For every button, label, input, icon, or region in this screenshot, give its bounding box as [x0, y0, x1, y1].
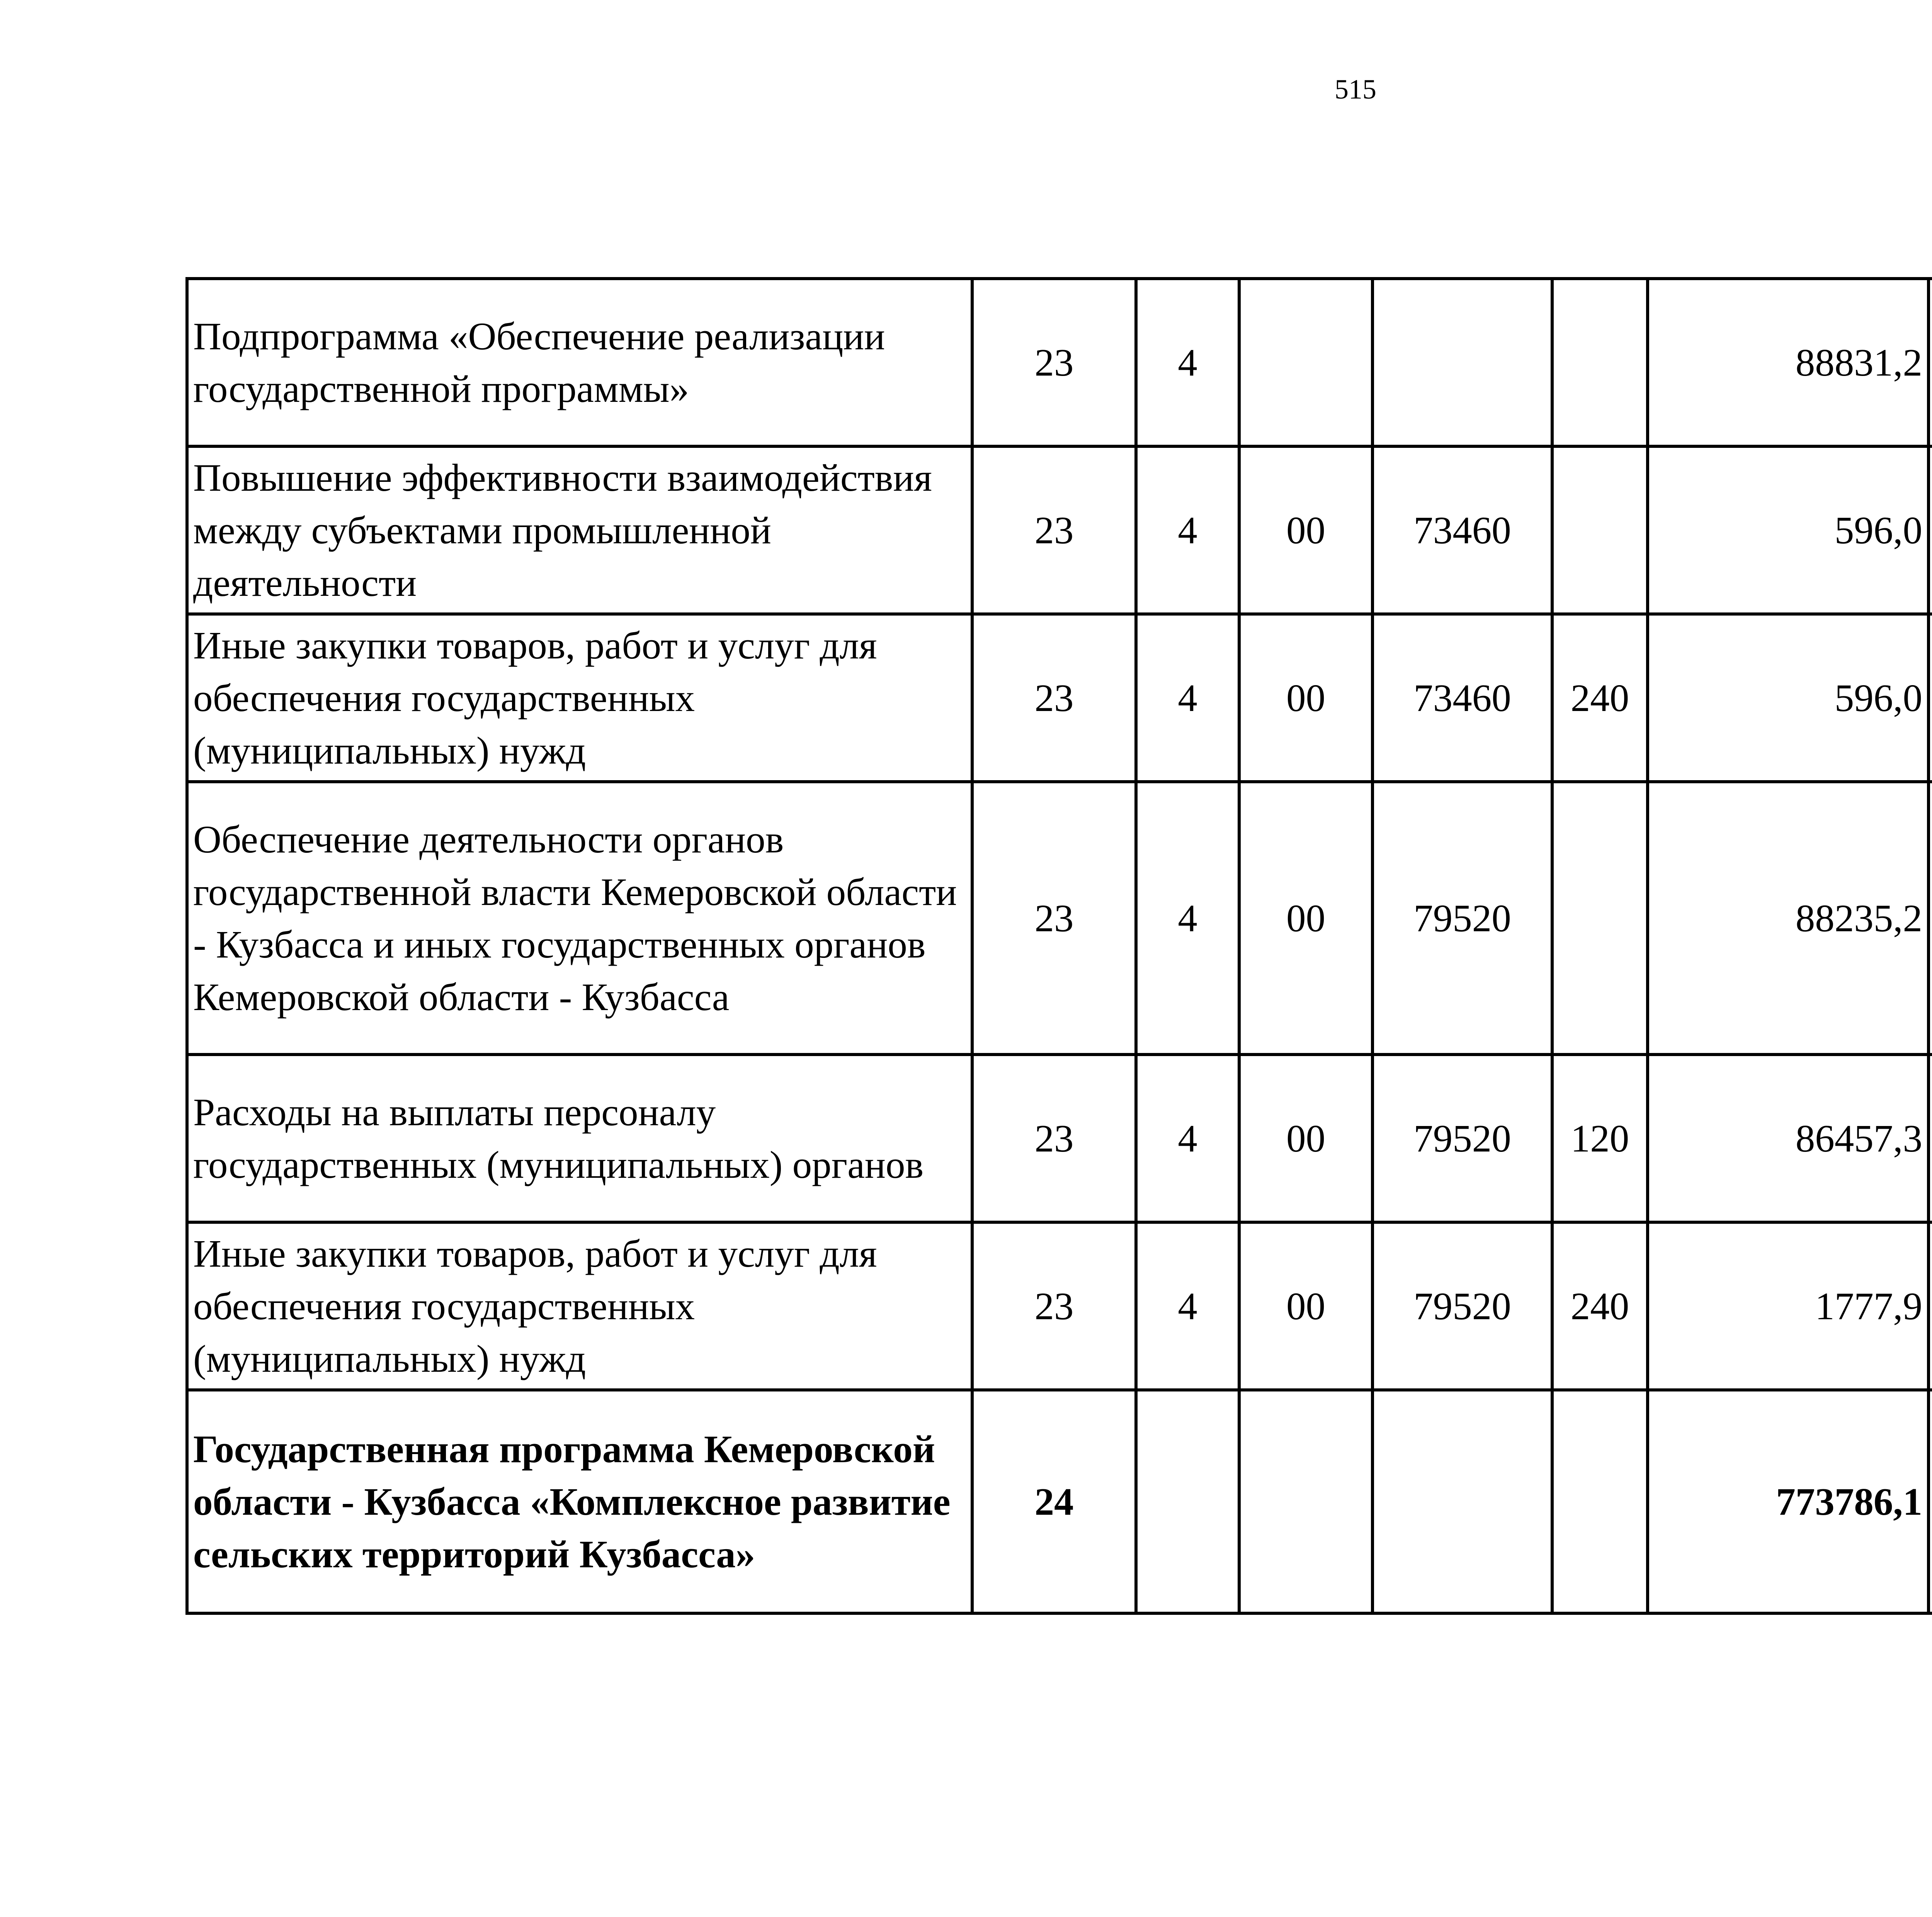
program-code-cell: 23: [972, 614, 1136, 782]
amount-year1-cell: 596,0: [1648, 614, 1929, 782]
amount-year1-cell: 88235,2: [1648, 782, 1929, 1055]
table-row: [187, 1390, 1932, 1613]
amount-year2-cell: [1929, 279, 1932, 446]
expense-code-cell: 73460: [1372, 614, 1552, 782]
direction-code-cell: 00: [1239, 1222, 1372, 1390]
subprogram-code-cell: 4: [1136, 1222, 1239, 1390]
budget-table: [185, 277, 1932, 1615]
program-code-cell: 23: [972, 782, 1136, 1055]
amount-year1-cell: 773786,1: [1648, 1390, 1929, 1613]
table-body: [187, 279, 1932, 1613]
subprogram-code-cell: 4: [1136, 1055, 1239, 1222]
subprogram-code-cell: 4: [1136, 446, 1239, 614]
expense-type-cell: 120: [1552, 1055, 1648, 1222]
amount-year2-cell: [1929, 1390, 1932, 1613]
expense-code-cell: 79520: [1372, 782, 1552, 1055]
expense-code-cell: 79520: [1372, 1055, 1552, 1222]
direction-code-cell: 00: [1239, 614, 1372, 782]
direction-code-cell: 00: [1239, 1055, 1372, 1222]
expense-code-cell: [1372, 1390, 1552, 1613]
page-number: 515: [1335, 74, 1376, 105]
amount-year1-cell: 86457,3: [1648, 1055, 1929, 1222]
row-name-cell: Государственная программа Кемеровской области - Кузбасса «Комплексное развитие сельских территорий Кузбасса»: [187, 1390, 972, 1613]
expense-type-cell: 240: [1552, 1222, 1648, 1390]
expense-code-cell: 73460: [1372, 446, 1552, 614]
direction-code-cell: 00: [1239, 446, 1372, 614]
program-code-cell: 24: [972, 1390, 1136, 1613]
expense-code-cell: 79520: [1372, 1222, 1552, 1390]
expense-type-cell: [1552, 446, 1648, 614]
amount-year2-cell: [1929, 614, 1932, 782]
row-name-cell: Расходы на выплаты персоналу государственных (муниципальных) органов: [187, 1055, 972, 1222]
program-code-cell: 23: [972, 1055, 1136, 1222]
program-code-cell: 23: [972, 1222, 1136, 1390]
subprogram-code-cell: 4: [1136, 614, 1239, 782]
expense-type-cell: [1552, 279, 1648, 446]
row-name-cell: Иные закупки товаров, работ и услуг для обеспечения государственных (муниципальных) нужд: [187, 1222, 972, 1390]
row-name-cell: Обеспечение деятельности органов государственной власти Кемеровской области - Кузбасса и иных государственных органов Кемеровской области - Кузбасса: [187, 782, 972, 1055]
direction-code-cell: [1239, 279, 1372, 446]
amount-year2-cell: [1929, 1055, 1932, 1222]
amount-year2-cell: [1929, 1222, 1932, 1390]
amount-year1-cell: 88831,2: [1648, 279, 1929, 446]
amount-year2-cell: [1929, 782, 1932, 1055]
table-row: [187, 1055, 1932, 1222]
expense-type-cell: [1552, 782, 1648, 1055]
subprogram-code-cell: [1136, 1390, 1239, 1613]
row-name-cell: Иные закупки товаров, работ и услуг для обеспечения государственных (муниципальных) нужд: [187, 614, 972, 782]
table-row: [187, 614, 1932, 782]
expense-type-cell: 240: [1552, 614, 1648, 782]
table-row: [187, 446, 1932, 614]
row-name-cell: Подпрограмма «Обеспечение реализации государственной программы»: [187, 279, 972, 446]
amount-year2-cell: [1929, 446, 1932, 614]
subprogram-code-cell: 4: [1136, 782, 1239, 1055]
expense-code-cell: [1372, 279, 1552, 446]
expense-type-cell: [1552, 1390, 1648, 1613]
row-name-cell: Повышение эффективности взаимодействия между субъектами промышленной деятельности: [187, 446, 972, 614]
amount-year1-cell: 596,0: [1648, 446, 1929, 614]
direction-code-cell: 00: [1239, 782, 1372, 1055]
direction-code-cell: [1239, 1390, 1372, 1613]
program-code-cell: 23: [972, 279, 1136, 446]
table-row: [187, 279, 1932, 446]
program-code-cell: 23: [972, 446, 1136, 614]
table-row: [187, 1222, 1932, 1390]
table-row: [187, 782, 1932, 1055]
amount-year1-cell: 1777,9: [1648, 1222, 1929, 1390]
subprogram-code-cell: 4: [1136, 279, 1239, 446]
